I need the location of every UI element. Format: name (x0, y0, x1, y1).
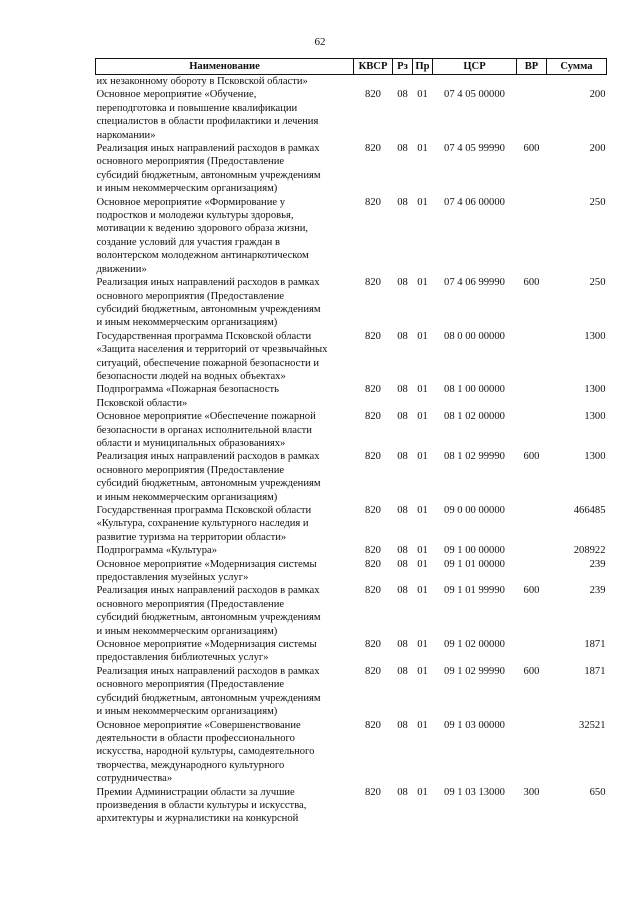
row-vr-cell (517, 75, 547, 89)
table-row (96, 276, 607, 330)
row-name-cell: Основное мероприятие «Модернизация системы предоставления музейных услуг» (96, 558, 317, 584)
header-kvsr: КВСР (354, 59, 393, 75)
row-sum-cell: 250 (589, 277, 606, 289)
row-vr-cell (517, 504, 547, 544)
row-rz-cell: 08 (397, 277, 408, 289)
row-kvsr-cell: 820 (365, 786, 381, 798)
row-kvsr-cell: 820 (365, 277, 381, 289)
row-pr-cell: 01 (417, 505, 428, 516)
row-vr-cell: 600 (523, 451, 540, 463)
row-vr-cell: 600 (523, 143, 540, 155)
row-kvsr-cell: 820 (365, 196, 381, 208)
row-kvsr-cell: 820 (365, 89, 381, 101)
row-name-cell: Подпрограмма «Культура» (96, 545, 218, 557)
row-pr-cell: 01 (417, 384, 428, 396)
row-name-cell: Государственная программа Псковской области «Защита населения и территорий от чрезвычайных ситуаций, обеспечение пожарной безопасности и безопасности людей на водных объектах» (96, 330, 328, 382)
row-csr-cell: 07 4 05 99990 (444, 143, 505, 155)
row-rz-cell: 08 (397, 639, 408, 651)
row-rz-cell: 08 (397, 545, 408, 557)
row-pr-cell: 01 (417, 545, 428, 557)
row-kvsr-cell: 820 (365, 558, 381, 570)
budget-table (95, 58, 607, 826)
row-kvsr-cell: 820 (365, 665, 381, 677)
row-pr-cell: 01 (417, 719, 428, 731)
row-vr-cell: 600 (523, 277, 540, 289)
header-pr: Пр (413, 59, 433, 75)
table-row (96, 450, 607, 504)
row-sum-cell: 200 (589, 89, 606, 101)
table-row (96, 544, 607, 557)
row-vr-cell (517, 330, 547, 384)
row-sum-cell: 250 (589, 196, 606, 208)
row-csr-cell: 07 4 05 00000 (444, 89, 505, 101)
row-name-cell: Реализация иных направлений расходов в рамках основного мероприятия (Предоставление субсидий бюджетным, автономным учреждениям и иным некоммерческим организациям) (96, 665, 321, 718)
row-vr-cell (517, 558, 547, 585)
page-number: 62 (314, 36, 326, 48)
row-pr-cell: 01 (417, 411, 428, 423)
table-row (96, 75, 607, 89)
table-header-row (96, 59, 607, 75)
row-sum-cell: 200 (589, 143, 606, 155)
row-rz-cell: 08 (397, 330, 408, 342)
row-name-cell: Основное мероприятие «Модернизация системы предоставления библиотечных услуг» (96, 639, 317, 664)
row-name-cell: Реализация иных направлений расходов в рамках основного мероприятия (Предоставление субсидий бюджетным, автономным учреждениям и иным некоммерческим организациям) (96, 143, 321, 195)
row-sum-cell: 208922 (573, 545, 606, 557)
row-sum-cell: 1300 (584, 411, 606, 423)
row-csr-cell: 09 1 03 00000 (444, 719, 505, 731)
row-kvsr-cell: 820 (365, 639, 381, 651)
row-name-cell: их незаконному обороту в Псковской области» (96, 76, 308, 87)
row-csr-cell: 09 1 03 13000 (444, 786, 505, 798)
row-vr-cell: 600 (523, 665, 540, 677)
row-sum-cell: 1300 (584, 330, 606, 342)
table-row (96, 719, 607, 786)
row-rz-cell: 08 (397, 505, 408, 516)
row-name-cell: Основное мероприятие «Обеспечение пожарной безопасности в органах исполнительной власти области и муниципальных образованиях» (96, 411, 316, 449)
table-row (96, 558, 607, 585)
header-csr: ЦСР (433, 59, 517, 75)
row-pr-cell: 01 (417, 89, 428, 101)
table-row (96, 196, 607, 276)
row-rz-cell: 08 (397, 384, 408, 396)
row-csr-cell: 09 1 02 00000 (444, 639, 505, 651)
row-kvsr-cell: 820 (365, 719, 381, 731)
row-rz-cell: 08 (397, 196, 408, 208)
row-name-cell: Подпрограмма «Пожарная безопасность Псковской области» (96, 384, 279, 409)
row-pr-cell: 01 (417, 277, 428, 289)
row-csr-cell: 09 1 01 00000 (444, 558, 505, 570)
row-rz-cell: 08 (397, 558, 408, 570)
row-csr-cell: 09 1 01 99990 (444, 585, 505, 597)
row-rz-cell: 08 (397, 665, 408, 677)
row-pr-cell: 01 (417, 665, 428, 677)
table-row (96, 638, 607, 665)
row-pr-cell: 01 (417, 330, 428, 342)
table-row (96, 665, 607, 719)
row-csr-cell: 07 4 06 99990 (444, 277, 505, 289)
row-name-cell: Основное мероприятие «Формирование у подростков и молодежи культуры здоровья, мотивации к ведению здорового образа жизни, создание условий для участия граждан в волонтерском молодежном антинаркотическом движении» (96, 196, 309, 275)
header-name: Наименование (96, 59, 354, 75)
row-name-cell: Государственная программа Псковской области «Культура, сохранение культурного наследия и развитие туризма на территории области» (96, 505, 312, 543)
row-csr-cell: 09 1 02 99990 (444, 665, 505, 677)
row-csr-cell: 08 1 00 00000 (444, 384, 505, 396)
row-pr-cell: 01 (417, 585, 428, 597)
row-csr-cell: 08 1 02 00000 (444, 411, 505, 423)
row-vr-cell (517, 88, 547, 142)
row-name-cell: Реализация иных направлений расходов в рамках основного мероприятия (Предоставление субсидий бюджетным, автономным учреждениям и иным некоммерческим организациям) (96, 585, 321, 637)
row-kvsr-cell: 820 (365, 384, 381, 396)
row-csr-cell: 08 1 02 99990 (444, 451, 505, 463)
row-pr-cell: 01 (417, 558, 428, 570)
row-name-cell: Премии Администрации области за лучшие произведения в области культуры и искусства, архитектуры и журналистики на конкурсной (96, 786, 307, 825)
row-csr-cell: 07 4 06 00000 (444, 196, 505, 208)
row-name-cell: Основное мероприятие «Обучение, переподготовка и повышение квалификации специалистов в области профилактики и лечения наркомании» (96, 89, 319, 141)
row-sum-cell: 239 (589, 558, 606, 570)
row-kvsr-cell: 820 (365, 330, 381, 342)
row-sum-cell: 466485 (573, 505, 606, 516)
row-kvsr-cell: 820 (365, 585, 381, 597)
table-row (96, 142, 607, 196)
table-row (96, 584, 607, 638)
row-rz-cell: 08 (397, 585, 408, 597)
row-csr-cell: 09 1 00 00000 (444, 545, 505, 557)
row-vr-cell (517, 383, 547, 410)
row-sum-cell: 650 (589, 786, 606, 798)
row-pr-cell: 01 (417, 143, 428, 155)
row-csr-cell (433, 75, 517, 89)
table-row (96, 504, 607, 544)
row-pr-cell: 01 (417, 451, 428, 463)
row-kvsr-cell: 820 (365, 505, 381, 516)
row-vr-cell: 600 (523, 585, 540, 597)
row-kvsr-cell: 820 (365, 545, 381, 557)
row-pr-cell (413, 75, 433, 89)
row-pr-cell: 01 (417, 639, 428, 651)
header-sum: Сумма (547, 59, 607, 75)
row-kvsr-cell (354, 75, 393, 89)
row-rz-cell: 08 (397, 451, 408, 463)
row-vr-cell (517, 196, 547, 276)
row-sum-cell: 32521 (579, 719, 606, 731)
row-name-cell: Основное мероприятие «Совершенствование деятельности в области профессионального искусства, народной культуры, самодеятельного творчества, международного культурного сотрудничества» (96, 719, 315, 785)
table-row (96, 383, 607, 410)
row-rz-cell: 08 (397, 786, 408, 798)
row-sum-cell: 1871 (584, 665, 606, 677)
row-kvsr-cell: 820 (365, 451, 381, 463)
row-name-cell: Реализация иных направлений расходов в рамках основного мероприятия (Предоставление субсидий бюджетным, автономным учреждениям и иным некоммерческим организациям) (96, 277, 321, 329)
row-kvsr-cell: 820 (365, 143, 381, 155)
row-rz-cell: 08 (397, 411, 408, 423)
table-row (96, 88, 607, 142)
row-pr-cell: 01 (417, 786, 428, 798)
table-row (96, 410, 607, 450)
row-pr-cell: 01 (417, 196, 428, 208)
row-vr-cell (517, 410, 547, 450)
row-rz-cell: 08 (397, 719, 408, 731)
row-vr-cell: 300 (523, 786, 540, 798)
row-sum-cell: 1300 (584, 451, 606, 463)
row-rz-cell: 08 (397, 143, 408, 155)
row-vr-cell (517, 544, 547, 557)
row-sum-cell (547, 75, 607, 89)
row-name-cell: Реализация иных направлений расходов в рамках основного мероприятия (Предоставление субсидий бюджетным, автономным учреждениям и иным некоммерческим организациям) (96, 451, 321, 503)
table-body (96, 75, 607, 826)
row-rz-cell: 08 (397, 89, 408, 101)
row-kvsr-cell: 820 (365, 411, 381, 423)
row-sum-cell: 1300 (584, 384, 606, 396)
row-csr-cell: 09 0 00 00000 (444, 505, 505, 516)
row-vr-cell (517, 638, 547, 665)
row-sum-cell: 1871 (584, 639, 606, 651)
table-row (96, 786, 607, 826)
header-rz: Рз (393, 59, 413, 75)
row-csr-cell: 08 0 00 00000 (444, 330, 505, 342)
row-sum-cell: 239 (589, 585, 606, 597)
row-rz-cell (393, 75, 413, 89)
row-vr-cell (517, 719, 547, 786)
header-vr: ВР (517, 59, 547, 75)
table-row (96, 330, 607, 384)
